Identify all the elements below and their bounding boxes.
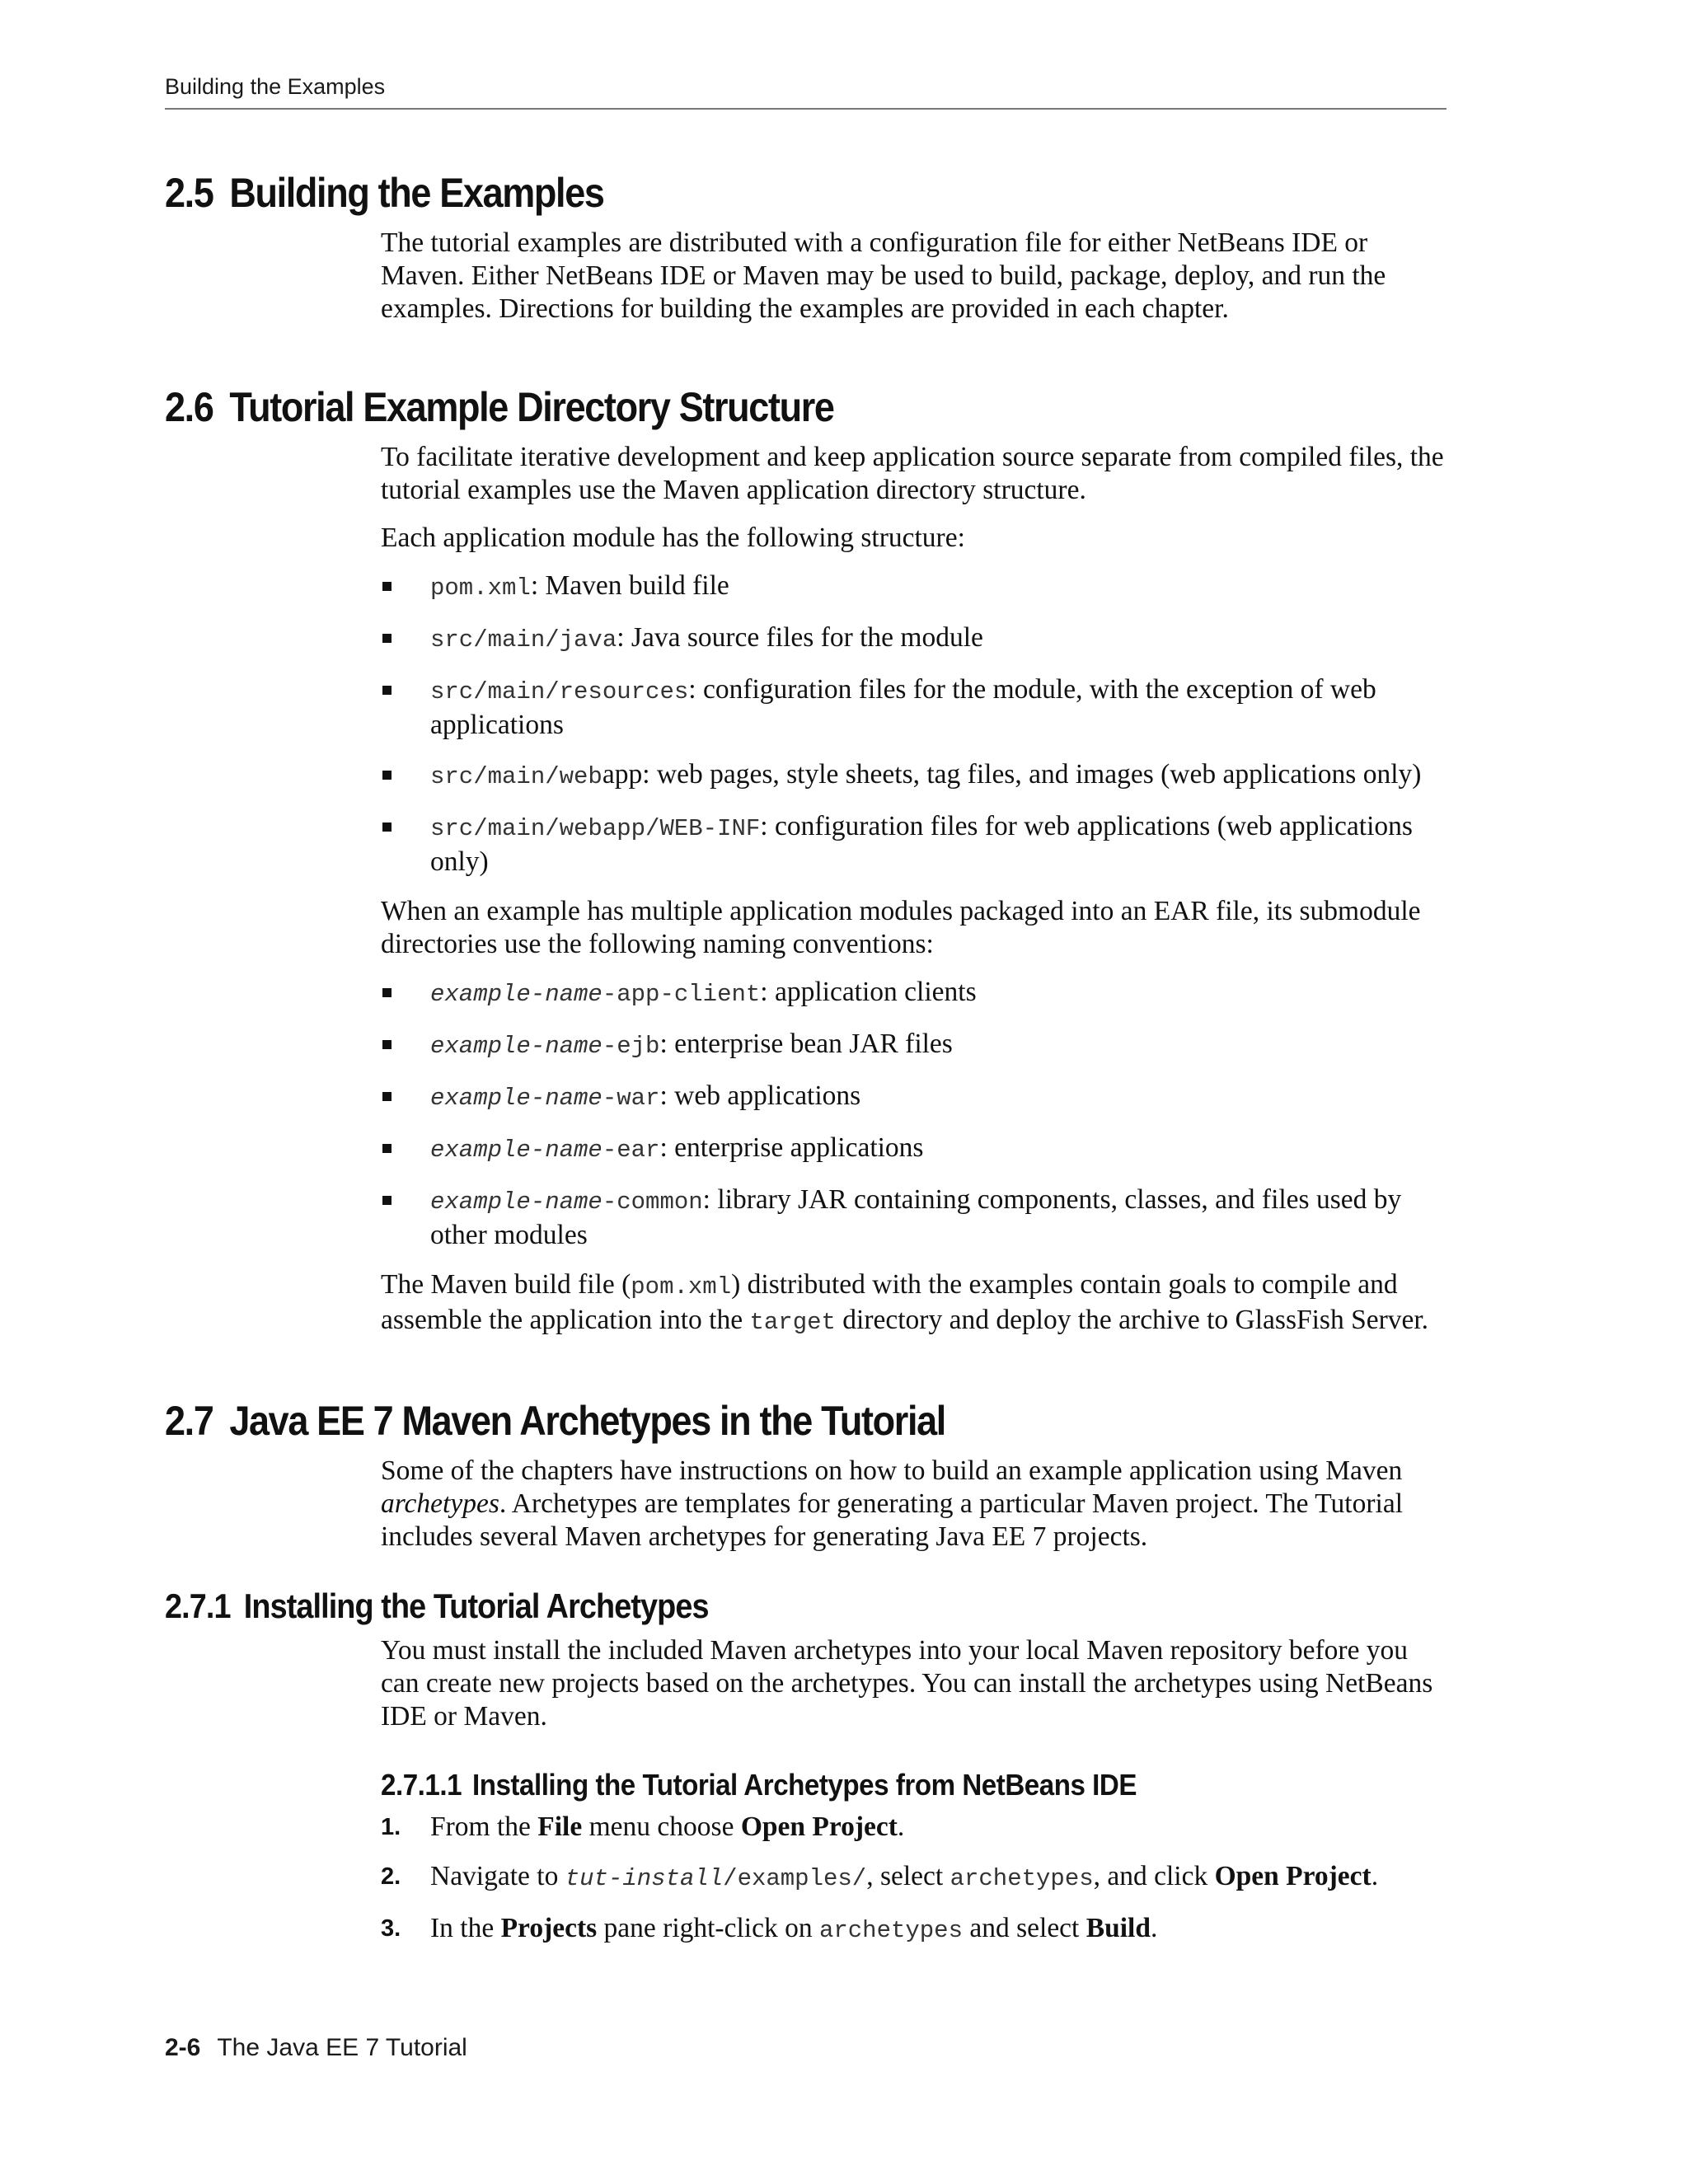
- section-title: Tutorial Example Directory Structure: [229, 384, 834, 430]
- bullet-icon: [382, 686, 392, 695]
- text-run: .: [1150, 1913, 1158, 1943]
- bold-text: File: [537, 1811, 583, 1842]
- item-text: : enterprise applications: [659, 1132, 924, 1163]
- emphasis-text: archetypes: [381, 1488, 499, 1519]
- code-italic-text: example-name: [430, 1137, 603, 1164]
- item-text: : application clients: [760, 977, 977, 1007]
- text-run: Some of the chapters have instructions on how to build an example application using Maven: [381, 1455, 1403, 1486]
- bullet-icon: [382, 988, 392, 997]
- list-item: [381, 758, 1448, 794]
- structure-list: [381, 569, 1448, 879]
- item-text: app: web pages, style sheets, tag files, and images (web applications only): [602, 759, 1422, 790]
- section-heading-2-7-1-1: [381, 1768, 1362, 1802]
- step-number: 2.: [381, 1863, 401, 1890]
- step-item: [381, 1860, 1448, 1896]
- code-text: /examples/: [723, 1865, 867, 1892]
- bullet-icon: [382, 823, 392, 832]
- section-title: Installing the Tutorial Archetypes from NetBeans IDE: [471, 1768, 1137, 1802]
- code-text: archetypes: [950, 1865, 1094, 1892]
- steps-list: [381, 1811, 1448, 1947]
- section-body-2-6: [381, 441, 1448, 1339]
- code-text: -war: [602, 1085, 660, 1112]
- section-body-2-7-1-1: [381, 1811, 1448, 1947]
- code-text: pom.xml: [631, 1273, 732, 1301]
- code-text: target: [749, 1309, 836, 1336]
- text-run: ) distributed with the examples contain goals to compile and assemble the application into the: [381, 1269, 1398, 1335]
- section-body-2-7: [381, 1455, 1448, 1554]
- text-run: , select: [866, 1861, 950, 1891]
- text-run: Navigate to: [430, 1861, 565, 1891]
- naming-list: [381, 976, 1448, 1252]
- list-item: [381, 810, 1448, 879]
- section-body-2-7-1: [381, 1634, 1448, 1733]
- code-text: archetypes: [818, 1917, 963, 1944]
- bullet-icon: [382, 1196, 392, 1205]
- code-text: pom.xml: [430, 574, 531, 602]
- text-run: .: [897, 1811, 905, 1842]
- step-item: [381, 1811, 1448, 1844]
- text-run: , and click: [1093, 1861, 1215, 1891]
- code-text: -ear: [602, 1137, 660, 1164]
- page-number: 2-6: [165, 2034, 201, 2061]
- section-number: 2.6: [165, 384, 213, 430]
- code-text: src/main/resources: [430, 678, 689, 705]
- bold-text: Build: [1085, 1913, 1151, 1943]
- section-number: 2.7.1: [165, 1586, 231, 1625]
- paragraph: The tutorial examples are distributed with a configuration file for either NetBeans IDE or Maven. Either NetBeans IDE or Maven may be used to build, package, deploy, and run the examples. Directions for building the examples are provided in each chapter.: [381, 227, 1386, 324]
- text-run: From the: [430, 1811, 538, 1842]
- text-run: pane right-click on: [597, 1913, 819, 1943]
- section-number: 2.5: [165, 170, 213, 216]
- code-italic-text: example-name: [430, 981, 603, 1008]
- bullet-icon: [382, 582, 392, 591]
- list-item: [381, 673, 1448, 742]
- text-run: . Archetypes are templates for generating a particular Maven project. The Tutorial includes several Maven archetypes for generating Java EE 7 projects.: [381, 1488, 1404, 1552]
- paragraph: [381, 1455, 1448, 1554]
- paragraph: Each application module has the following structure:: [381, 523, 965, 553]
- code-text: -ejb: [602, 1033, 660, 1060]
- list-item: [381, 1028, 1448, 1063]
- list-item: [381, 569, 1448, 605]
- bullet-icon: [382, 771, 392, 780]
- section-title: Building the Examples: [229, 170, 604, 216]
- page-content: [165, 169, 1447, 1964]
- section-heading-2-7: [165, 1397, 1319, 1445]
- paragraph: To facilitate iterative development and keep application source separate from compiled files, the tutorial examples use the Maven application directory structure.: [381, 442, 1444, 505]
- book-title: The Java EE 7 Tutorial: [217, 2034, 467, 2061]
- code-italic-text: tut-install: [565, 1865, 724, 1892]
- text-run: menu choose: [582, 1811, 741, 1842]
- section-heading-2-6: [165, 383, 1319, 431]
- text-run: The Maven build file (: [381, 1269, 631, 1300]
- list-item: [381, 1080, 1448, 1115]
- running-header: Building the Examples: [165, 74, 1447, 110]
- step-number: 3.: [381, 1915, 401, 1942]
- list-item: [381, 1183, 1448, 1252]
- section-body-2-5: [381, 227, 1448, 326]
- bullet-icon: [382, 1092, 392, 1101]
- page-footer: [165, 2034, 467, 2062]
- code-italic-text: example-name: [430, 1033, 603, 1060]
- item-text: : enterprise bean JAR files: [659, 1029, 953, 1059]
- section-title: Java EE 7 Maven Archetypes in the Tutorial: [229, 1398, 945, 1444]
- paragraph: When an example has multiple application modules packaged into an EAR file, its submodule directories use the following naming conventions:: [381, 896, 1421, 959]
- bullet-icon: [382, 634, 392, 643]
- code-text: -common: [602, 1188, 703, 1216]
- section-heading-2-7-1: [165, 1586, 1319, 1626]
- bold-text: Open Project: [740, 1811, 898, 1842]
- text-run: .: [1371, 1861, 1379, 1891]
- list-item: [381, 1132, 1448, 1167]
- bold-text: Open Project: [1214, 1861, 1372, 1891]
- bold-text: Projects: [500, 1913, 598, 1943]
- list-item: [381, 621, 1448, 657]
- bullet-icon: [382, 1144, 392, 1153]
- step-number: 1.: [381, 1814, 401, 1840]
- text-run: directory and deploy the archive to GlassFish Server.: [835, 1305, 1429, 1335]
- paragraph: You must install the included Maven archetypes into your local Maven repository before you can create new projects based on the archetypes. You can install the archetypes using NetBeans IDE or Maven.: [381, 1635, 1433, 1732]
- item-text: : Maven build file: [530, 570, 729, 601]
- code-text: src/main/web: [430, 763, 603, 790]
- code-italic-text: example-name: [430, 1188, 603, 1216]
- item-text: : configuration files for web applications (web applications only): [430, 811, 1413, 877]
- code-italic-text: example-name: [430, 1085, 603, 1112]
- text-run: and select: [962, 1913, 1086, 1943]
- item-text: : configuration files for the module, with the exception of web applications: [430, 674, 1376, 740]
- section-heading-2-5: [165, 169, 1319, 217]
- bullet-icon: [382, 1040, 392, 1049]
- section-number: 2.7: [165, 1398, 213, 1444]
- section-title: Installing the Tutorial Archetypes: [243, 1586, 709, 1625]
- section-number: 2.7.1.1: [381, 1768, 462, 1802]
- code-text: -app-client: [602, 981, 761, 1008]
- code-text: src/main/java: [430, 626, 617, 654]
- list-item: [381, 976, 1448, 1011]
- item-text: : Java source files for the module: [617, 622, 983, 653]
- step-item: [381, 1912, 1448, 1947]
- item-text: : web applications: [659, 1080, 861, 1111]
- paragraph: [381, 1268, 1448, 1339]
- code-text: src/main/webapp/WEB-INF: [430, 815, 761, 842]
- text-run: In the: [430, 1913, 501, 1943]
- item-text: : library JAR containing components, classes, and files used by other modules: [430, 1184, 1402, 1250]
